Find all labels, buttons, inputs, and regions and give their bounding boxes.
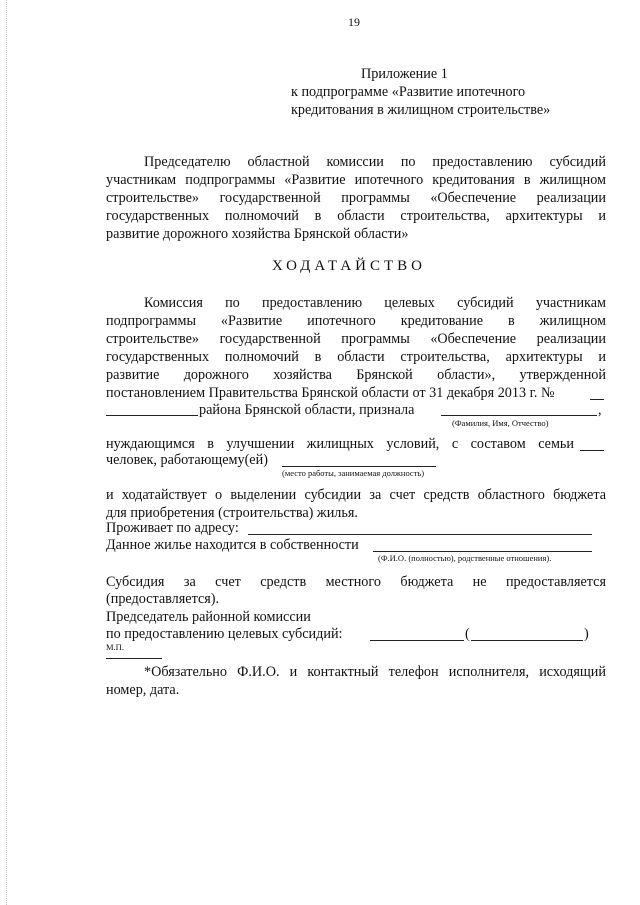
owner-hint: (Ф.И.О. (полностью), родственные отношения). [378, 553, 552, 563]
comma: , [598, 402, 602, 418]
body-line: подпрограммы «Развитие ипотечного кредитование в жилищном [106, 313, 606, 329]
address-line: государственных полномочий в области строительства, архитектуры и [106, 208, 606, 224]
scan-edge-marks [6, 0, 7, 905]
address-field[interactable] [248, 534, 592, 535]
chairman-line-2: по предоставлению целевых субсидий: [106, 626, 343, 642]
address-line: строительстве» государственной программы «Обеспечение реализации [106, 190, 606, 206]
document-title: ХОДАТАЙСТВО [272, 258, 426, 274]
body-line: строительстве» государственной программы «Обеспечение реализации [106, 331, 606, 347]
footnote-line-2: номер, дата. [106, 682, 180, 698]
district-field[interactable] [106, 415, 198, 416]
chairman-name-field[interactable] [471, 640, 583, 641]
stamp-place: М.П. [106, 642, 124, 652]
paren-open: ( [465, 626, 470, 642]
persons-text: человек, работающему(ей) [106, 452, 268, 468]
lives-text: Проживает по адресу: [106, 520, 239, 536]
body-line: государственных полномочий в области строительства, архитектуры и [106, 349, 606, 365]
address-line: участникам подпрограммы «Развитие ипотечного кредитования в жилищном [106, 172, 606, 188]
work-hint: (место работы, занимаемая должность) [282, 468, 425, 478]
address-line: Председателю областной комиссии по предоставлению субсидий [144, 154, 606, 170]
district-text: района Брянской области, признала [199, 402, 415, 418]
property-text: Данное жилье находится в собственности [106, 537, 359, 553]
body-line: развитие дорожного хозяйства Брянской области», утвержденной [106, 367, 606, 383]
petition-line-2: для приобретения (строительства) жилья. [106, 505, 358, 521]
petition-line-1: и ходатайствует о выделении субсидии за счет средств областного бюджета [106, 487, 606, 503]
paren-close: ) [584, 626, 589, 642]
family-size-field[interactable] [580, 450, 604, 451]
owner-field[interactable] [373, 551, 592, 552]
appendix-title: Приложение 1 [361, 66, 448, 82]
subsidy-line-2: (предоставляется). [106, 591, 220, 607]
workplace-field[interactable] [282, 466, 436, 467]
appendix-line-2: кредитования в жилищном строительстве» [291, 102, 551, 118]
footnote-separator [106, 658, 162, 659]
chairman-line-1: Председатель районной комиссии [106, 609, 311, 625]
signature-field[interactable] [370, 640, 464, 641]
appendix-line-1: к подпрограмме «Развитие ипотечного [291, 84, 526, 100]
body-line: Комиссия по предоставлению целевых субсидий участникам [144, 295, 606, 311]
footnote-line-1: *Обязательно Ф.И.О. и контактный телефон исполнителя, исходящий [144, 664, 606, 680]
need-text: нуждающимся в улучшении жилищных условий, с составом семьи [106, 436, 574, 452]
fio-hint: (Фамилия, Имя, Отчество) [452, 418, 549, 428]
decree-number-field[interactable] [590, 399, 604, 400]
address-line: развитие дорожного хозяйства Брянской области» [106, 226, 409, 242]
body-line: постановлением Правительства Брянской области от 31 декабря 2013 г. № [106, 385, 555, 401]
subsidy-line-1: Субсидия за счет средств местного бюджета не предоставляется [106, 574, 606, 590]
fio-field[interactable] [441, 415, 597, 416]
page-number: 19 [348, 15, 360, 29]
